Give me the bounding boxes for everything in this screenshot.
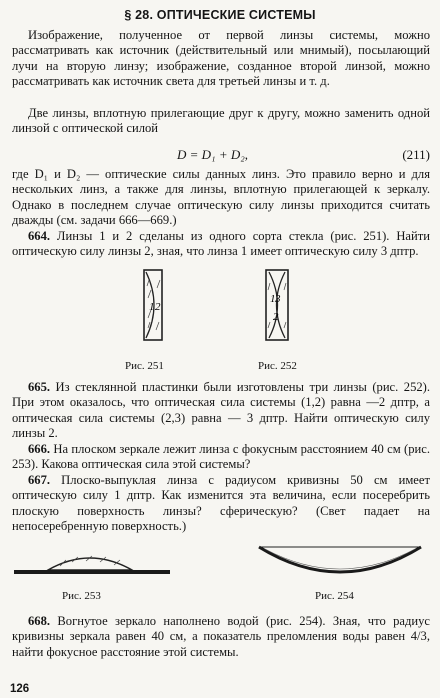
formula-line (12, 147, 430, 163)
fig252-label-3: 3 (275, 293, 281, 305)
problem-667 (12, 473, 430, 535)
intro-paragraph-3: где D₁ и D₂ — оптические силы данных линз. Это правило верно и для нескольких линз, а также для линзы, вплотную прилегающей к зеркалу. Однако в последнем случае оптическую силу линзы приходится считать дважды (см. задачи 666—669.) (12, 167, 430, 228)
fig251-label-1: 1 (149, 301, 155, 313)
fig254-caption: Рис. 254 (315, 590, 354, 602)
problem-text: Из стеклянной пластинки были изготовлены три линзы (рис. 252). При этом оказалось, что оптическая сила системы (1,2) равна —2 дптр, а оптическая сила системы (2,3) равна — 3 дптр. Найти оптическую силу линзы 2. (12, 380, 430, 441)
problem-number: 666. (28, 442, 51, 456)
problem-text: Вогнутое зеркало наполнено водой (рис. 254). Зная, что радиус кривизны зеркала равен 40 см, а показатель преломления воды равен 4/3, найти фокусное расстояние этой системы. (12, 614, 430, 659)
problem-number: 667. (28, 473, 51, 487)
fig252-caption: Рис. 252 (258, 360, 297, 372)
figure-254 (255, 541, 425, 587)
problem-text: Плоско-выпуклая линза с радиусом кривизны 50 см имеет оптическую силу 1 дптр. Как изменится эта величина, если посеребрить плоскую поверхность линзы? сферическую? (Свет падает на непосеребренную поверхность.) (12, 473, 430, 534)
fig252-label-2: 2 (273, 311, 279, 323)
problem-number: 668. (28, 614, 51, 628)
section-title: § 28. ОПТИЧЕСКИЕ СИСТЕМЫ (124, 8, 316, 22)
fig251-caption: Рис. 251 (125, 360, 164, 372)
problem-number: 664. (28, 229, 51, 243)
page-number: 126 (10, 683, 30, 695)
problem-666 (12, 442, 430, 473)
formula: D = D₁ + D₂, (177, 147, 248, 162)
intro-paragraph-2: Две линзы, вплотную прилегающие друг к другу, можно заменить одной линзой с оптической силой (12, 106, 430, 136)
formula-number: (211) (402, 147, 430, 162)
problem-665 (12, 380, 430, 442)
problem-668 (12, 614, 430, 660)
fig253-caption: Рис. 253 (62, 590, 101, 602)
problem-664 (12, 229, 430, 260)
intro-paragraph-1: Изображение, полученное от первой линзы системы, можно рассматривать как источник (действительный или мнимый), посылающий лучи на вторую линзу; изображение, созданное второй линзой, можно рассматривать как источник света для третьей линзы и т. д. (12, 28, 430, 89)
figure-252 (262, 268, 302, 348)
figure-253 (12, 548, 172, 588)
problem-text: На плоском зеркале лежит линза с фокусным расстоянием 40 см (рис. 253). Какова оптическая сила этой системы? (12, 442, 430, 472)
figure-251 (140, 268, 180, 348)
fig252-label-1: 1 (270, 293, 276, 305)
fig251-label-2: 2 (155, 301, 161, 313)
problem-text: Линзы 1 и 2 сделаны из одного сорта стекла (рис. 251). Найти оптическую силу линзы 2, зная, что линза 1 имеет оптическую силу 3 дптр. (12, 229, 430, 259)
problem-number: 665. (28, 380, 51, 394)
